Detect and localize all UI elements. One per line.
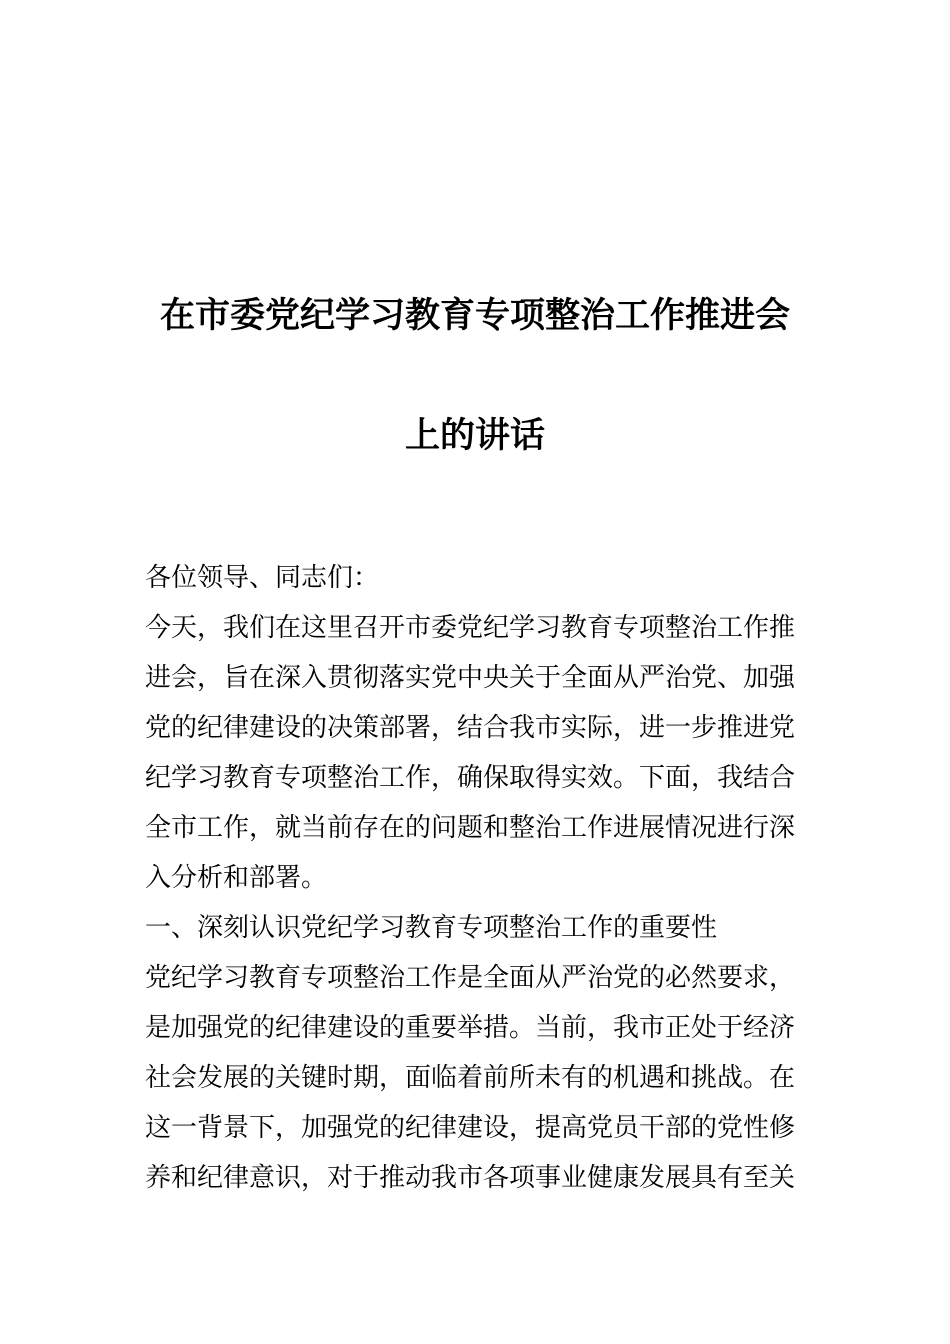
body-line: 社会发展的关键时期，面临着前所未有的机遇和挑战。在 xyxy=(145,1063,796,1093)
body-line: 养和纪律意识，对于推动我市各项事业健康发展具有至关 xyxy=(145,1163,796,1193)
body-line: 入分析和部署。 xyxy=(145,863,328,893)
document-title-line-2: 上的讲话 xyxy=(404,416,545,456)
body-line: 党的纪律建设的决策部署，结合我市实际，进一步推进党 xyxy=(145,713,796,743)
body-line: 是加强党的纪律建设的重要举措。当前，我市正处于经济 xyxy=(145,1013,796,1043)
salutation: 各位领导、同志们： xyxy=(145,563,380,593)
body-line: 党纪学习教育专项整治工作是全面从严治党的必然要求， xyxy=(145,963,796,993)
document-title-line-1: 在市委党纪学习教育专项整治工作推进会 xyxy=(159,296,790,336)
body-line: 全市工作，就当前存在的问题和整治工作进展情况进行深 xyxy=(145,813,796,843)
body-line: 这一背景下，加强党的纪律建设，提高党员干部的党性修 xyxy=(145,1113,796,1143)
section-heading: 一、深刻认识党纪学习教育专项整治工作的重要性 xyxy=(145,913,718,943)
body-line: 纪学习教育专项整治工作，确保取得实效。下面，我结合 xyxy=(145,763,796,793)
document-body xyxy=(145,558,807,1208)
body-line: 进会，旨在深入贯彻落实党中央关于全面从严治党、加强 xyxy=(145,663,796,693)
body-line: 今天，我们在这里召开市委党纪学习教育专项整治工作推 xyxy=(145,613,796,643)
